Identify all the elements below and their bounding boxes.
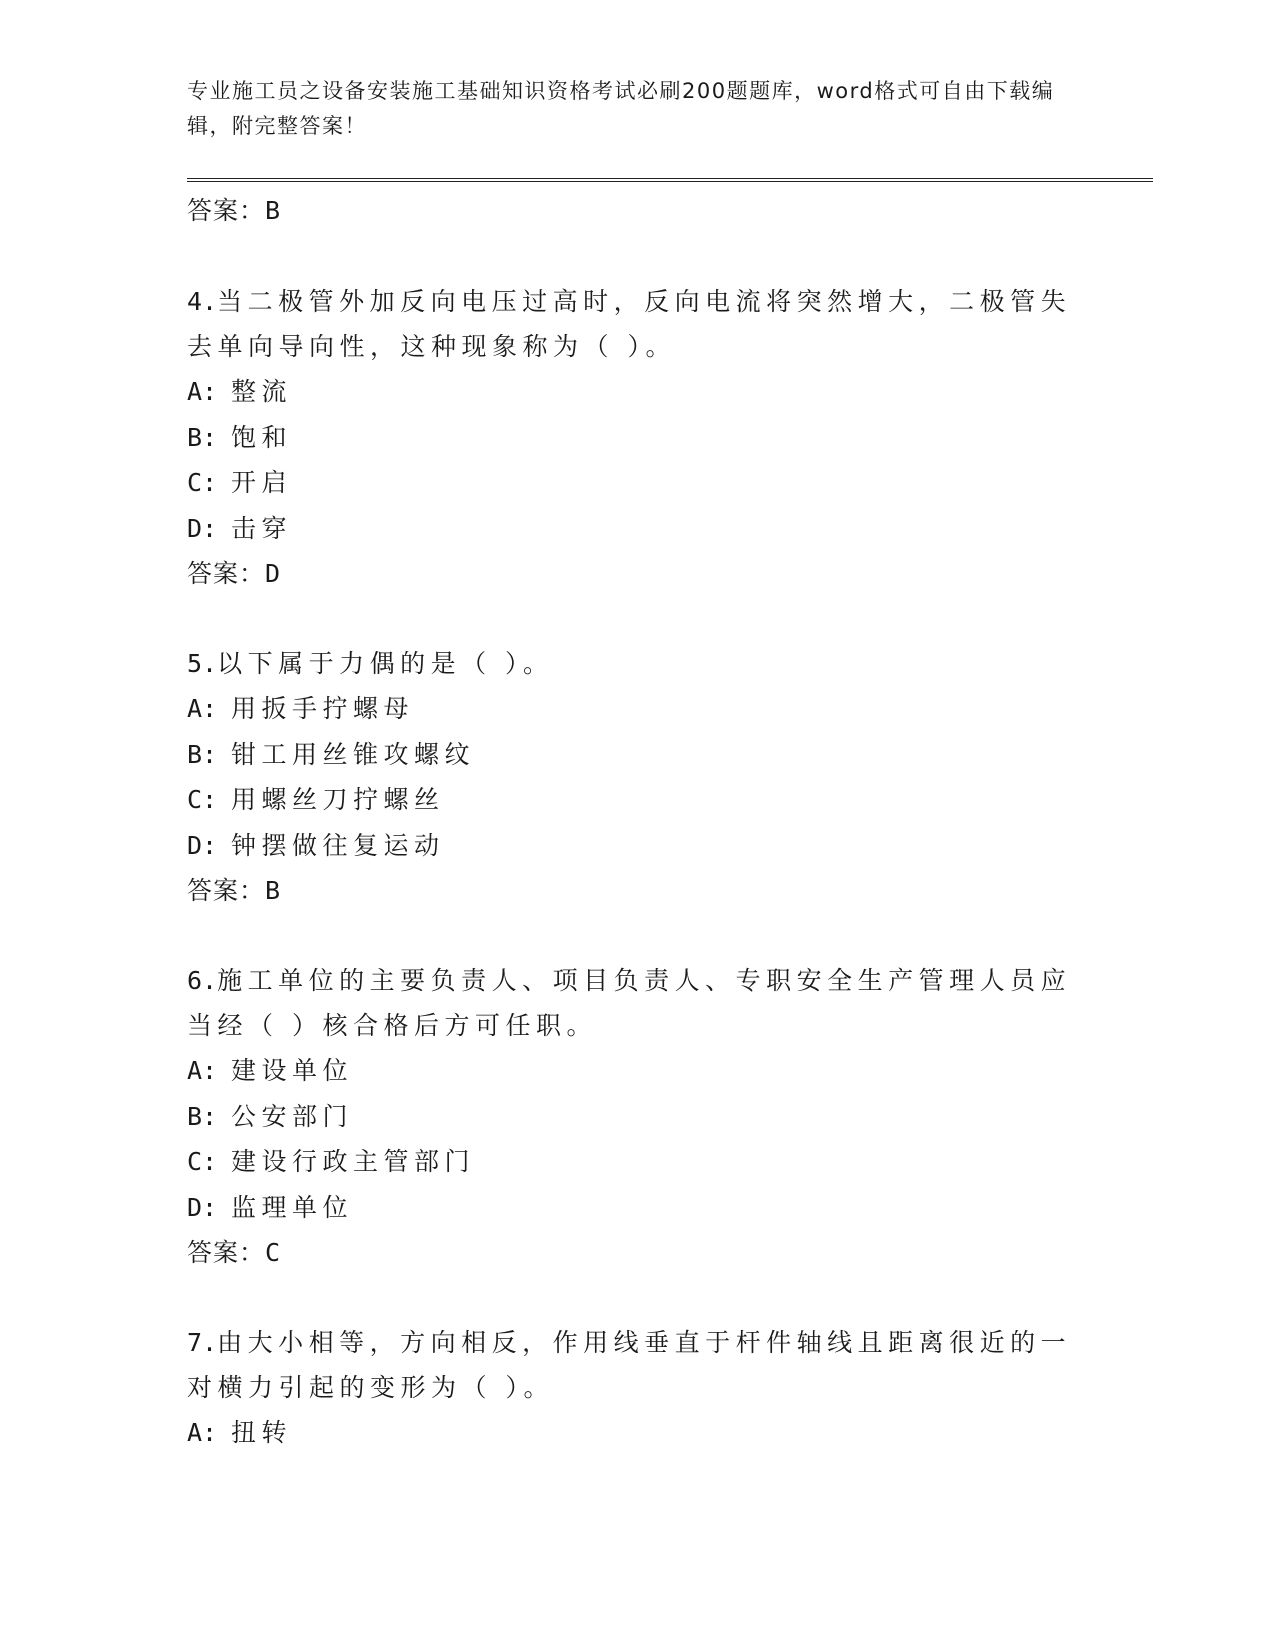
question-item [187, 958, 1087, 1275]
answer-value: D [265, 559, 282, 588]
answer-line [187, 868, 1087, 913]
option-text: 击穿 [231, 513, 293, 543]
option-item [187, 1139, 1087, 1185]
option-key: C: [187, 785, 218, 814]
page-header [187, 74, 1087, 144]
question-number: 7. [187, 1328, 218, 1357]
option-key: A: [187, 1418, 218, 1447]
option-text: 整流 [231, 377, 293, 406]
question-text [187, 641, 1087, 686]
option-key: C: [187, 468, 218, 497]
answer-label: 答案： [187, 196, 266, 225]
option-text: 开启 [231, 468, 293, 497]
option-item [187, 1410, 1087, 1456]
header-divider [187, 178, 1153, 182]
option-key: D: [187, 830, 218, 860]
option-item [187, 1094, 1087, 1140]
answer-label: 答案： [187, 1238, 266, 1267]
question-item [187, 1320, 1087, 1456]
option-item [187, 686, 1087, 732]
option-key: B: [187, 739, 218, 769]
option-key: C: [187, 1147, 218, 1176]
option-text: 用扳手拧螺母 [231, 694, 415, 723]
question-number: 4. [187, 287, 218, 316]
answer-value: C [265, 1238, 282, 1267]
option-key: A: [187, 377, 218, 406]
option-item [187, 823, 1087, 869]
question-list [187, 188, 1087, 1501]
question-item [187, 279, 1087, 596]
question-text [187, 279, 1087, 369]
question-number: 5. [187, 649, 218, 678]
option-item [187, 1048, 1087, 1094]
option-key: D: [187, 1192, 218, 1222]
option-item [187, 506, 1087, 552]
option-item [187, 369, 1087, 415]
option-item [187, 1185, 1087, 1231]
question-stem: 施工单位的主要负责人、项目负责人、专职安全生产管理人员应当经（ ）核合格后方可任职。 [187, 966, 1072, 1040]
question-stem: 以下属于力偶的是（ ）。 [217, 649, 554, 678]
option-key: A: [187, 1056, 218, 1085]
answer-label: 答案： [187, 876, 266, 905]
question-stem: 由大小相等，方向相反，作用线垂直于杆件轴线且距离很近的一对横力引起的变形为（ ）。 [187, 1328, 1072, 1402]
option-item [187, 460, 1087, 506]
option-key: D: [187, 513, 218, 543]
answer-line [187, 1230, 1087, 1275]
option-text: 监理单位 [231, 1192, 354, 1222]
option-text: 饱和 [231, 422, 293, 452]
question-item [187, 641, 1087, 913]
option-text: 建设单位 [231, 1056, 354, 1085]
question-text [187, 958, 1087, 1048]
answer-line [187, 551, 1087, 596]
option-text: 用螺丝刀拧螺丝 [231, 785, 445, 814]
option-item [187, 732, 1087, 778]
answer-line [187, 188, 1087, 233]
option-key: B: [187, 422, 218, 452]
option-text: 钳工用丝锥攻螺纹 [231, 739, 476, 769]
option-key: B: [187, 1101, 218, 1131]
answer-value: B [265, 196, 282, 225]
document-title: 专业施工员之设备安装施工基础知识资格考试必刷200题题库，word格式可自由下载编辑，附完整答案！ [187, 79, 1055, 138]
option-text: 钟摆做往复运动 [231, 830, 445, 860]
question-number: 6. [187, 966, 218, 995]
option-item [187, 415, 1087, 461]
option-item [187, 777, 1087, 823]
question-stem: 当二极管外加反向电压过高时，反向电流将突然增大，二极管失去单向导向性，这种现象称为（ ）。 [187, 287, 1072, 361]
option-text: 公安部门 [231, 1101, 354, 1131]
option-text: 扭转 [231, 1418, 293, 1447]
option-key: A: [187, 694, 218, 723]
question-text [187, 1320, 1087, 1410]
answer-label: 答案： [187, 559, 266, 588]
option-text: 建设行政主管部门 [231, 1147, 476, 1176]
answer-value: B [265, 876, 282, 905]
